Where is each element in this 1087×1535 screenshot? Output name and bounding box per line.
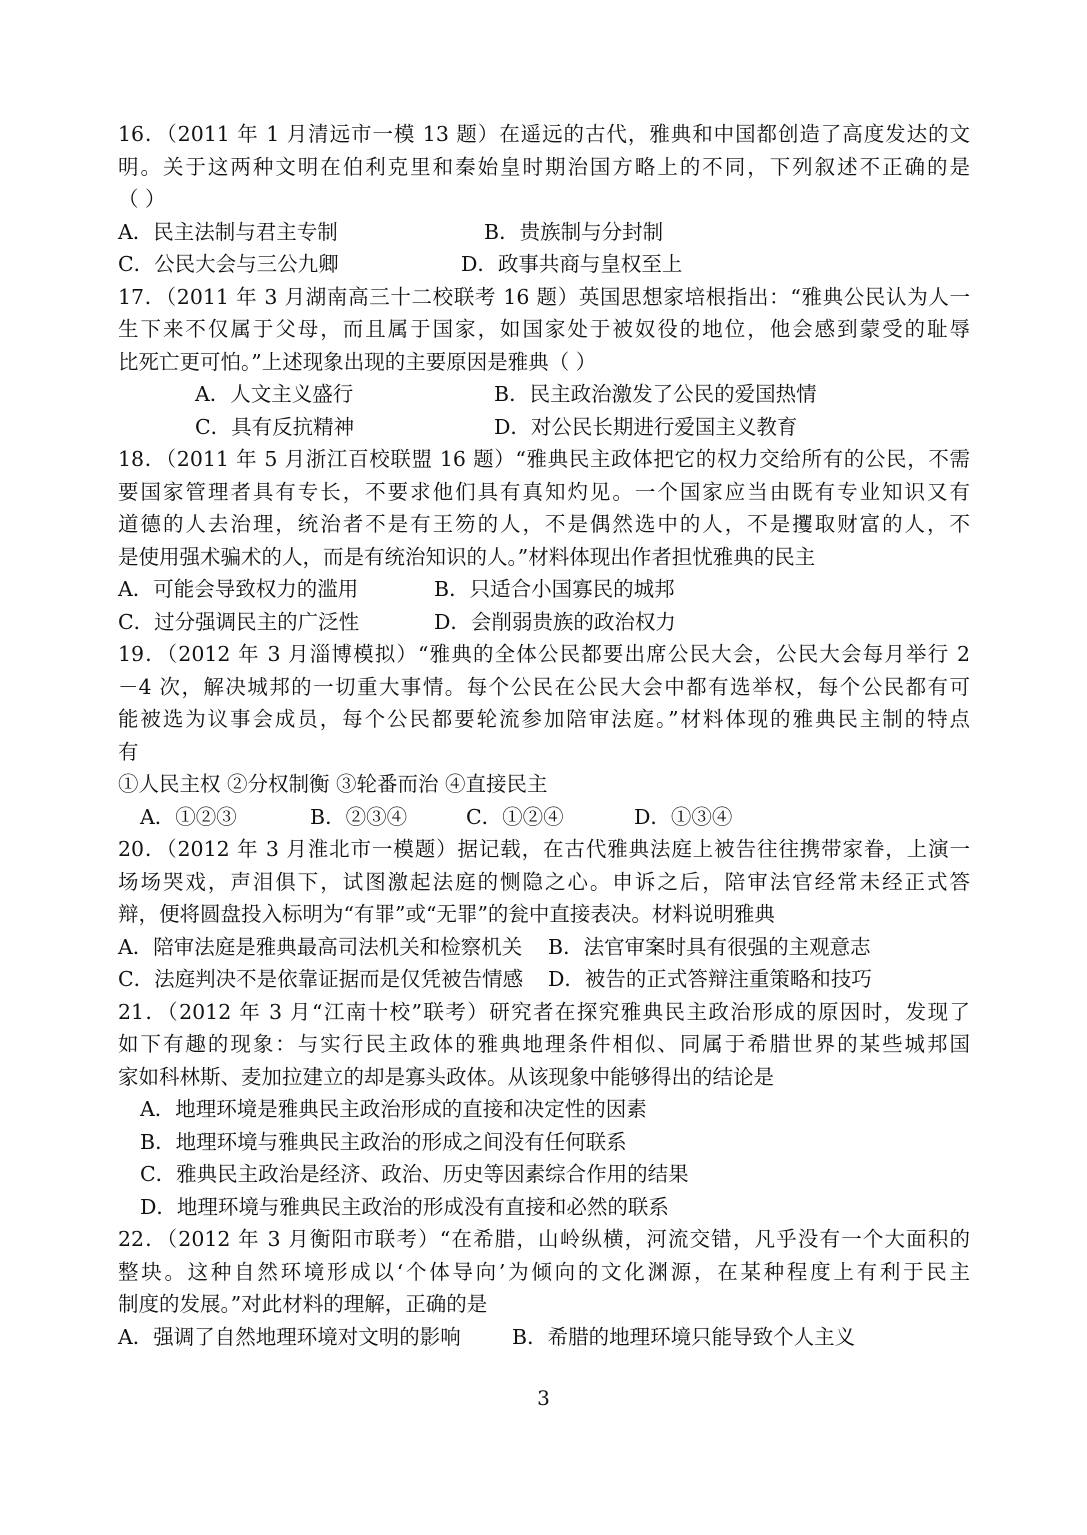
- q17-option-d: D．对公民长期进行爱国主义教育: [494, 415, 798, 439]
- q20-stem-line-2: 场场哭戏，声泪俱下，试图激起法庭的恻隐之心。申诉之后，陪审法官经常未经正式答: [118, 870, 970, 894]
- q16-option-d: D．政事共商与皇权至上: [461, 252, 683, 276]
- q19-option-a: A．①②③: [140, 805, 237, 829]
- q20-option-b: B．法官审案时具有很强的主观意志: [548, 935, 871, 959]
- q21-option-b: B．地理环境与雅典民主政治的形成之间没有任何联系: [140, 1130, 627, 1154]
- q20-option-a: A．陪审法庭是雅典最高司法机关和检察机关: [118, 935, 523, 959]
- q22-stem-line-1: 22．（2012 年 3 月衡阳市联考）“在希腊，山岭纵横，河流交错，凡乎没有一个大面积的: [118, 1227, 970, 1251]
- q16-option-a: A．民主法制与君主专制: [118, 220, 338, 244]
- q16-option-b: B．贵族制与分封制: [484, 220, 664, 244]
- q17-option-a: A．人文主义盛行: [195, 382, 354, 406]
- q18-stem-line-4: 是使用强术骗术的人，而是有统治知识的人。”材料体现出作者担忧雅典的民主: [118, 545, 816, 569]
- q22-option-b: B．希腊的地理环境只能导致个人主义: [512, 1325, 856, 1349]
- q18-stem-line-3: 道德的人去治理，统治者不是有王笏的人，不是偶然选中的人，不是攫取财富的人，不: [118, 512, 970, 536]
- q20-stem-line-1: 20．（2012 年 3 月淮北市一模题）据记载，在古代雅典法庭上被告往往携带家眷，上演一: [118, 837, 970, 861]
- q21-stem-line-1: 21．（2012 年 3 月“江南十校”联考）研究者在探究雅典民主政治形成的原因时，发现了: [118, 1000, 970, 1024]
- q18-option-a: A．可能会导致权力的滥用: [118, 577, 359, 601]
- q18-stem-line-1: 18．（2011 年 5 月浙江百校联盟 16 题）“雅典民主政体把它的权力交给所有的公民，不需: [118, 447, 970, 471]
- q20-option-d: D．被告的正式答辩注重策略和技巧: [548, 967, 872, 991]
- q22-option-a: A．强调了自然地理环境对文明的影响: [118, 1325, 461, 1349]
- q18-option-b: B．只适合小国寡民的城邦: [434, 577, 675, 601]
- q16-stem-line-3: （ ）: [118, 187, 166, 211]
- q22-stem-line-2: 整块。这种自然环境形成以‘个体导向’为倾向的文化渊源，在某种程度上有利于民主: [118, 1260, 970, 1284]
- q21-stem-line-2: 如下有趣的现象：与实行民主政体的雅典地理条件相似、同属于希腊世界的某些城邦国: [118, 1032, 970, 1056]
- q16-stem-line-2: 明。关于这两种文明在伯利克里和秦始皇时期治国方略上的不同，下列叙述不正确的是: [118, 155, 970, 179]
- q21-stem-line-3: 家如科林斯、麦加拉建立的却是寡头政体。从该现象中能够得出的结论是: [118, 1065, 774, 1089]
- q20-option-c: C．法庭判决不是依靠证据而是仅凭被告情感: [118, 967, 524, 991]
- q19-stem-line-3: 能被选为议事会成员，每个公民都要轮流参加陪审法庭。”材料体现的雅典民主制的特点: [118, 707, 970, 731]
- q19-option-d: D．①③④: [634, 805, 733, 829]
- q21-option-a: A．地理环境是雅典民主政治形成的直接和决定性的因素: [140, 1097, 647, 1121]
- q19-stem-line-4: 有: [118, 740, 139, 764]
- q20-stem-line-3: 辩，便将圆盘投入标明为“有罪”或“无罪”的瓮中直接表决。材料说明雅典: [118, 902, 775, 926]
- q19-stem-line-2: －4 次，解决城邦的一切重大事情。每个公民在公民大会中都有选举权，每个公民都有可: [118, 675, 970, 699]
- q19-statements: ①人民主权 ②分权制衡 ③轮番而治 ④直接民主: [118, 772, 548, 796]
- q17-stem-line-2: 生下来不仅属于父母，而且属于国家，如国家处于被奴役的地位，他会感到蒙受的耻辱: [118, 317, 970, 341]
- q16-stem-line-1: 16．（2011 年 1 月清远市一模 13 题）在遥远的古代，雅典和中国都创造了高度发达的文: [118, 122, 970, 146]
- q21-option-d: D．地理环境与雅典民主政治的形成没有直接和必然的联系: [140, 1195, 669, 1219]
- q17-stem-line-3: 比死亡更可怕。”上述现象出现的主要原因是雅典（ ）: [118, 350, 597, 374]
- q21-option-c: C．雅典民主政治是经济、政治、历史等因素综合作用的结果: [140, 1162, 689, 1186]
- page-number: 3: [537, 1386, 550, 1410]
- q18-option-d: D．会削弱贵族的政治权力: [434, 610, 676, 634]
- q19-stem-line-1: 19．（2012 年 3 月淄博模拟）“雅典的全体公民都要出席公民大会，公民大会每月举行 2: [118, 642, 970, 666]
- q17-stem-line-1: 17．（2011 年 3 月湖南高三十二校联考 16 题）英国思想家培根指出：“雅典公民认为人一: [118, 285, 970, 309]
- q18-option-c: C．过分强调民主的广泛性: [118, 610, 360, 634]
- q18-stem-line-2: 要国家管理者具有专长，不要求他们具有真知灼见。一个国家应当由既有专业知识又有: [118, 480, 970, 504]
- q19-option-b: B．②③④: [310, 805, 408, 829]
- q17-option-b: B．民主政治激发了公民的爱国热情: [494, 382, 817, 406]
- q19-option-c: C．①②④: [466, 805, 564, 829]
- q17-option-c: C．具有反抗精神: [195, 415, 355, 439]
- q16-option-c: C．公民大会与三公九卿: [118, 252, 339, 276]
- q22-stem-line-3: 制度的发展。”对此材料的理解，正确的是: [118, 1292, 488, 1316]
